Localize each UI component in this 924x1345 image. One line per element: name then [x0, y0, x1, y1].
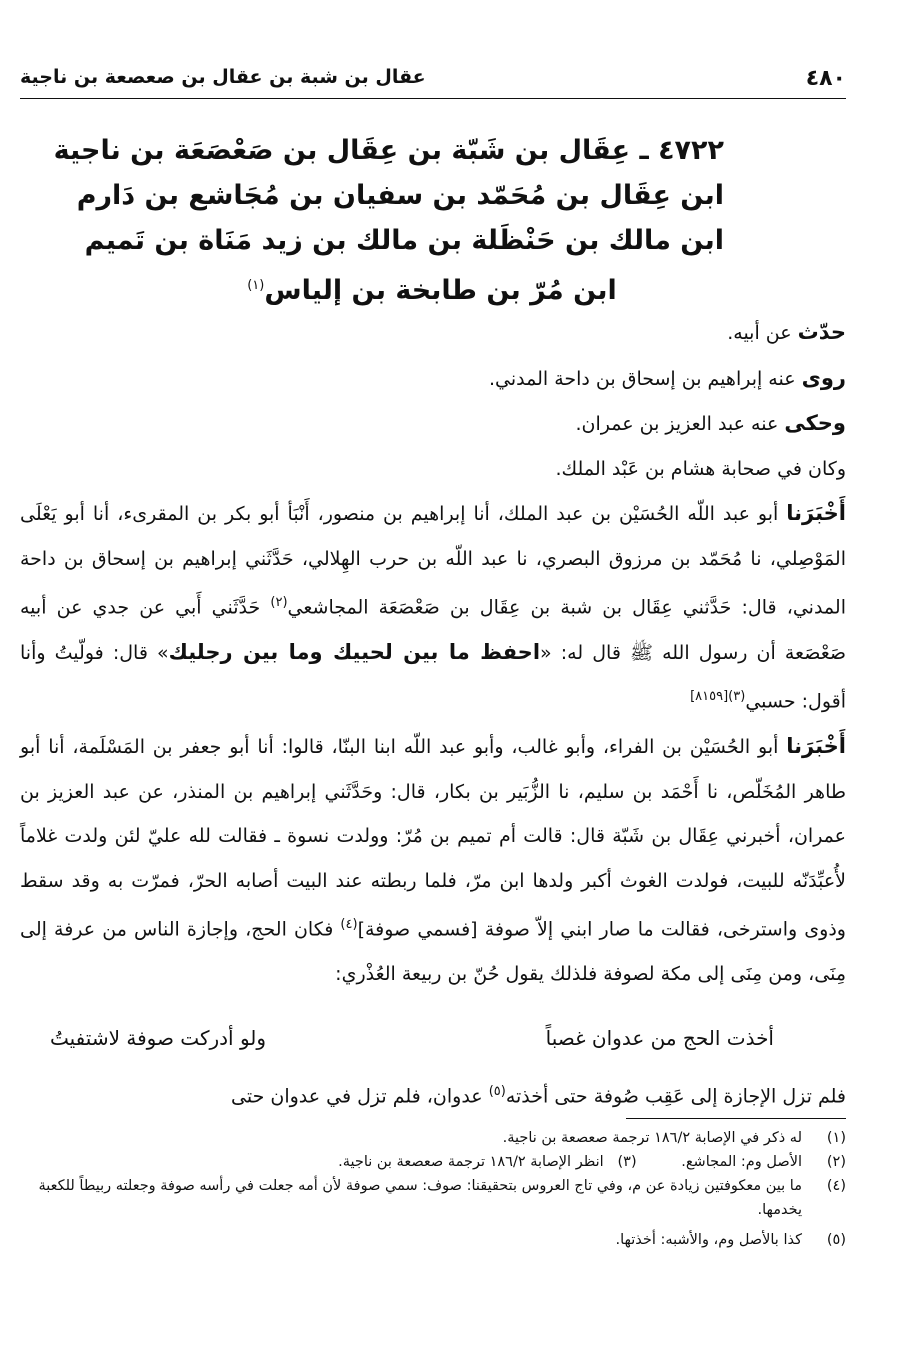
footnote	[20, 1174, 846, 1222]
footnote-number: (٥)	[826, 1232, 846, 1248]
footnote-text: ما بين معكوفتين زيادة عن م، وفي تاج العروس بتحقيقنا: صوف: سمي صوفة لأن أمه جعلت في رأسه صوفة وجعلته ربيطاً للكعبة يخدمها.	[38, 1178, 802, 1218]
footnote-number: (٢)	[826, 1154, 846, 1170]
footnote-divider	[626, 1118, 846, 1119]
paragraph	[20, 724, 846, 996]
lead-word: حدّث	[797, 320, 846, 344]
footnote-ref-1: (١)	[247, 278, 265, 293]
paragraph: وكان في صحابة هشام بن عَبْد الملك.	[555, 457, 846, 480]
footnote-text: كذا بالأصل وم، والأشبه: أخذتها.	[615, 1232, 802, 1248]
footnote	[20, 1150, 846, 1174]
footnote-ref-4: (٤)	[340, 917, 358, 933]
paragraph	[20, 356, 846, 402]
lead-word: أَخْبَرَنا	[786, 501, 846, 525]
paragraph-text: » قال: فولّيتُ وأنا أقول: حسبي	[20, 641, 846, 713]
paragraph-text: عدوان، فلم تزل في عدوان حتى	[231, 1085, 489, 1108]
lead-word: وحكى	[784, 411, 846, 435]
running-title: عقال بن شبة بن عقال بن صعصعة بن ناجية	[20, 66, 426, 88]
footnote-ref-2: (٢)	[270, 595, 288, 610]
lead-word: روى	[801, 365, 846, 390]
main-text	[20, 310, 846, 996]
paragraph-text: عنه إبراهيم بن إسحاق بن داحة المدني.	[488, 367, 802, 390]
paragraph	[20, 401, 846, 447]
heading-line-4	[140, 263, 724, 313]
hadith-quote: احفظ ما بين لحييك وما بين رجليك	[168, 639, 541, 664]
footnote-text: الأصل وم: المجاشع.	[681, 1154, 802, 1170]
footnote-number: (١)	[826, 1130, 846, 1146]
footnotes	[20, 1126, 846, 1252]
paragraph-text: حَدَّثَني أَبي عن جدي عن أبيه صَعْصَعة أن رسول الله ﷺ قال له: «	[20, 596, 847, 664]
entry-heading	[53, 128, 724, 313]
lead-word: أَخْبَرَنا	[786, 734, 846, 759]
running-header	[20, 58, 846, 99]
page-number: ٤٨٠	[805, 66, 846, 91]
paragraph-text: أبو الحُسَيْن بن الفراء، وأبو غالب، وأبو عبد اللّه ابنا البنّا، قالوا: أنا أبو جعفر بن المَسْلَمة، أنا أبو طاهر المُخَلّص، نا أَحْمَد بن سليم، نا الزُّبَير بن بكار، قال: وحَدَّثَني إبراهيم بن المنذر، عن عبد العزيز بن عمران، أخبرني عِقَال بن شَبّة قال: قالت أم تميم بن مُرّ: وولدت نسوة ـ فقالت لله عليّ لئن ولدت غلاماً لأُعبِّدَنّه للبيت، فولدت الغوث أكبر ولدها ابن مرّ، فلما ربطته عند البيت أصابه الحرّ، فمرّت به وقد سقط وذوى واسترخى، فقالت ما صار ابني إلاّ صوفة [فسمي صوفة]	[20, 736, 846, 941]
heading-line-1: ٤٧٢٢ ـ عِقَال بن شَبّة بن عِقَال بن صَعْصَعَة بن ناجية	[53, 135, 724, 166]
footnote	[20, 1126, 846, 1150]
footnote-ref-5: (٥)	[488, 1084, 506, 1099]
continuation-text	[20, 1070, 846, 1118]
hadith-number: [٨١٥٩]	[690, 689, 729, 705]
paragraph-text: عن أبيه.	[727, 322, 798, 344]
heading-line-3: ابن مالك بن حَنْظَلة بن مالك بن زيد مَنَاة بن تَميم	[84, 225, 724, 256]
paragraph	[20, 310, 846, 356]
paragraph-text: أبو عبد اللّه الحُسَيْن بن عبد الملك، أنا إبراهيم بن منصور، أَنْبَأ أبو بكر بن المقرىء، أنا أبو يَعْلَى المَوْصِلي، نا مُحَمّد بن مرزوق البصري، نا عبد اللّه بن حرب الهِلالي، حَدَّثَني إبراهيم بن إسحاق بن داحة المدني، قال: حَدَّثني عِقَال بن شبة بن عِقَال بن صَعْصَعَة المجاشعي	[20, 503, 846, 619]
paragraph-text: عنه عبد العزيز بن عمران.	[575, 413, 785, 435]
paragraph	[20, 491, 846, 724]
footnote-text: له ذكر في الإصابة ١٨٦/٢ ترجمة صعصعة بن ناجية.	[502, 1130, 802, 1146]
paragraph-text: فكان الحج، وإجازة الناس من عرفة إلى مِنَى، ومن مِنَى إلى مكة لصوفة فلذلك يقول حُنّ بن ربيعة العُذْري:	[20, 918, 846, 985]
footnote	[20, 1228, 846, 1252]
footnote-inline	[338, 1150, 637, 1174]
footnote-text: انظر الإصابة ١٨٦/٢ ترجمة صعصعة بن ناجية.	[338, 1154, 604, 1170]
paragraph-text: فلم تزل الإجازة إلى عَقِب صُوفة حتى أخذته	[505, 1085, 846, 1108]
footnote-number: (٣)	[617, 1154, 637, 1170]
verse-hemistich-1: أخذت الحج من عدوان غصباً	[545, 1026, 774, 1050]
poetry-verse	[20, 1026, 774, 1066]
verse-hemistich-2: ولو أدركت صوفة لاشتفيتُ	[50, 1026, 267, 1050]
heading-line-4-text: ابن مُرّ بن طابخة بن إلياس	[264, 275, 617, 306]
footnote-ref-3: (٣)	[728, 689, 746, 705]
heading-line-2: ابن عِقَال بن مُحَمّد بن سفيان بن مُجَاشع بن دَارم	[76, 180, 724, 211]
footnote-number: (٤)	[826, 1178, 846, 1194]
